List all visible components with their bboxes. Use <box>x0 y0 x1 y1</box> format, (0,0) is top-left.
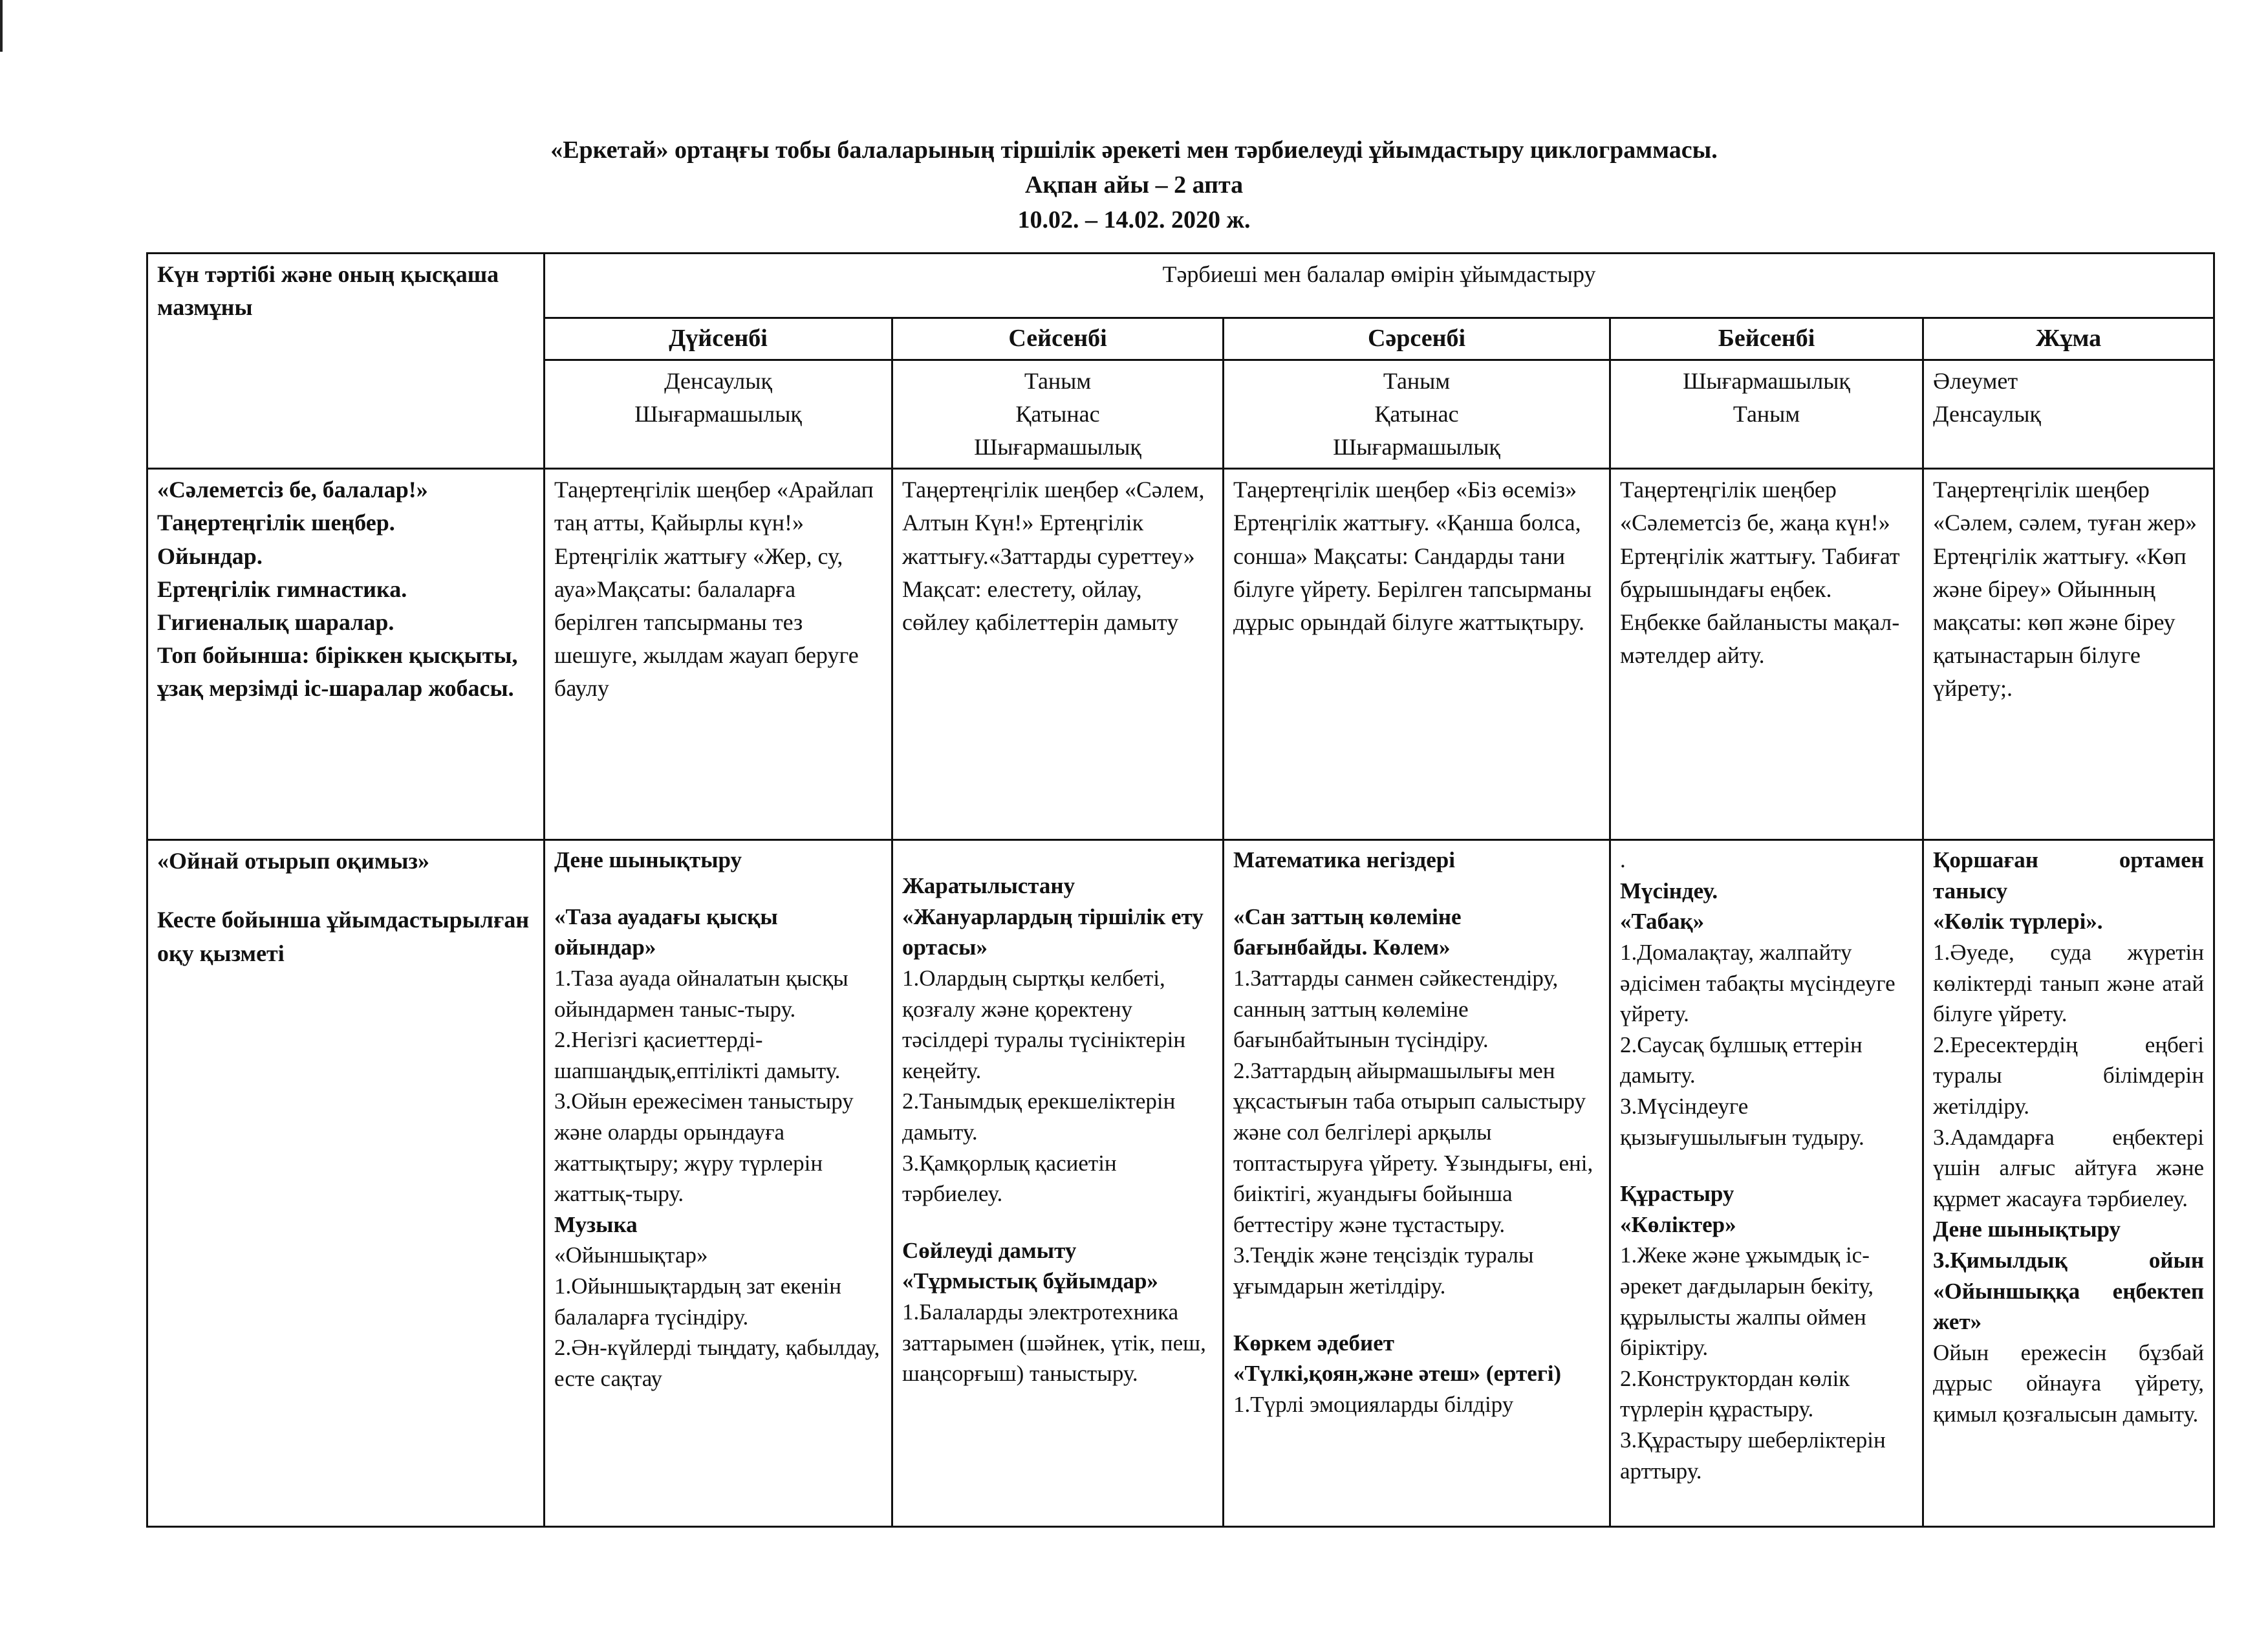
area-label: Шығармашылық <box>974 434 1141 460</box>
goal-item: 1.Ойыншықтардың зат екенін балаларға түсіндіру. <box>554 1273 841 1330</box>
goal-item: 2.Саусақ бұлшық еттерін дамыту. <box>1620 1032 1863 1088</box>
areas-thursday <box>1610 360 1923 468</box>
schedule-header-cell <box>147 254 545 469</box>
goal-item: 3.Мүсіндеуге қызығушылығын тудыру. <box>1620 1094 1864 1150</box>
stray-dot: . <box>1620 847 1626 873</box>
subject-title: Қоршаған ортамен танысу <box>1933 847 2205 904</box>
org-header-cell <box>545 254 2214 318</box>
areas-tuesday <box>892 360 1224 468</box>
area-label: Таным <box>1383 367 1451 394</box>
day-header-wednesday: Сәрсенбі <box>1224 318 1610 360</box>
goal-item: 3.Теңдік және теңсіздік туралы ұғымдарын жетілдіру. <box>1233 1242 1534 1299</box>
area-label: Денсаулық <box>1933 401 2041 428</box>
subject-title: Көркем әдебиет <box>1233 1330 1394 1356</box>
schedule-row2-sub: Кесте бойынша ұйымдастырылған оқу қызметі <box>157 907 530 966</box>
scan-edge-mark <box>0 0 3 52</box>
areas-friday <box>1923 360 2214 468</box>
goal-item: 2.Танымдық ерекшеліктерін дамыту. <box>902 1088 1176 1145</box>
document-title: «Еркетай» ортаңғы тобы балаларының тіршілік әрекеті мен тәрбиелеуді ұйымдастыру циклограммасы. <box>550 136 1718 164</box>
goal-item: 2.Конструктордан көлік түрлерін құрастыру. <box>1620 1365 1850 1422</box>
row1-tuesday: Таңертеңгілік шеңбер «Сәлем, Алтын Күн!» Ертеңгілік жаттығу.«Заттарды суреттеу» Мақсат: елестету, ойлау, сөйлеу қабілеттерін дамыту <box>892 469 1224 840</box>
goal-item: 1.Жеке және ұжымдық іс-әрекет дағдыларын бекіту, құрылысты жалпы оймен біріктіру. <box>1620 1242 1874 1361</box>
schedule-header: Күн тәртібі және оның қысқаша мазмұны <box>157 261 499 321</box>
schedule-row2-title: «Ойнай отырып оқимыз» <box>157 848 429 874</box>
row1-wednesday: Таңертеңгілік шеңбер «Біз өсеміз» Ертеңгілік жаттығу. «Қанша болса, сонша» Мақсаты: Сандарды тани білуге үйрету. Берілген тапсырманы дұрыс орындай білуге жаттықтыру. <box>1224 469 1610 840</box>
schedule-line: Топ бойынша: біріккен қысқыты, ұзақ мерзімді іс-шаралар жобасы. <box>157 642 518 701</box>
goal-item: 1.Балаларды электротехника заттарымен (шәйнек, үтік, пеш, шаңсорғыш) таныстыру. <box>902 1299 1206 1387</box>
schedule-line: Таңертеңгілік шеңбер. <box>157 510 395 536</box>
goal-item: 2.Ересектердің еңбегі туралы білімдерін жетілдіру. <box>1933 1032 2205 1120</box>
goal-item: 3.Құрастыру шеберліктерін арттыру. <box>1620 1427 1886 1484</box>
subject-title: Дене шынықтыру <box>554 847 742 873</box>
goal-item: 1.Таза ауада ойналатын қысқы ойындармен таныс-тыру. <box>554 966 848 1022</box>
goal-item: 1.Заттарды санмен сәйкестендіру, санның заттың көлеміне бағынбайтынын түсіндіру. <box>1233 966 1559 1053</box>
goal-item: 3.Ойын ережесімен таныстыру және оларды орындауға жаттықтыру; жүру түрлерін жаттық-тыру. <box>554 1088 854 1207</box>
topic-title: «Тұрмыстық бұйымдар» <box>902 1268 1158 1294</box>
area-label: Шығармашылық <box>1683 367 1850 394</box>
goal-item: 2.Заттардың айырмашылығы мен ұқсастығын таба отырып салыстыру және сол белгілері арқылы топтастыруға үйрету. Ұзындығы, ені, биіктігі, жуандығы бойынша беттестіру және тұстастыру. <box>1233 1057 1593 1237</box>
subject-title: Музыка <box>554 1211 638 1237</box>
topic-title: «Көлік түрлері». <box>1933 909 2103 935</box>
goal-item: 1.Әуеде, суда жүретін көліктерді танып және атай білуге үйрету. <box>1933 940 2205 1027</box>
row1-schedule <box>147 469 545 840</box>
area-label: Қатынас <box>1015 401 1100 428</box>
day-header-friday: Жұма <box>1923 318 2214 360</box>
schedule-line: «Сәлеметсіз бе, балалар!» <box>157 477 428 503</box>
goal-item: 2.Негізгі қасиеттерді-шапшаңдық,ептілікті дамыту. <box>554 1027 841 1083</box>
schedule-line: Ертеңгілік гимнастика. <box>157 576 407 602</box>
goal-item: Ойын ережесін бұзбай дұрыс ойнауға үйрету, қимыл қозғалысын дамыту. <box>1933 1339 2205 1427</box>
topic-title: 3.Қимылдық ойын «Ойыншыққа еңбектеп жет» <box>1933 1248 2205 1335</box>
org-header: Тәрбиеші мен балалар өмірін ұйымдастыру <box>1162 261 1596 287</box>
topic-title: «Ойыншықтар» <box>554 1242 708 1268</box>
row1-monday: Таңертеңгілік шеңбер «Арайлап таң атты, Қайырлы күн!» Ертеңгілік жаттығу «Жер, су, ауа»Мақсаты: балаларға берілген тапсырманы тез шешуге, жылдам жауап беруге баулу <box>545 469 892 840</box>
row2-thursday <box>1610 840 1923 1527</box>
goal-item: 3.Қамқорлық қасиетін тәрбиелеу. <box>902 1150 1117 1207</box>
cyclogram-table <box>146 252 2213 1528</box>
row2-tuesday <box>892 840 1224 1527</box>
document-subtitle-month: Ақпан айы – 2 апта <box>1024 171 1244 199</box>
topic-title: «Көліктер» <box>1620 1211 1736 1237</box>
subject-title: Дене шынықтыру <box>1933 1217 2121 1242</box>
topic-title: «Табақ» <box>1620 909 1705 935</box>
day-header-thursday: Бейсенбі <box>1610 318 1923 360</box>
area-label: Шығармашылық <box>634 401 802 428</box>
area-label: Таным <box>1733 401 1800 428</box>
document-subtitle-dates: 10.02. – 14.02. 2020 ж. <box>1017 206 1251 233</box>
row2-friday <box>1923 840 2214 1527</box>
goal-item: 3.Адамдарға еңбектері үшін алғыс айтуға және құрмет жасауға тәрбиелеу. <box>1933 1124 2205 1211</box>
row1-thursday: Таңертеңгілік шеңбер «Сәлеметсіз бе, жаңа күн!» Ертеңгілік жаттығу. Табиғат бұрышындағы еңбек. Еңбекке байланысты мақал-мәтелдер айту. <box>1610 469 1923 840</box>
subject-title: Сөйлеуді дамыту <box>902 1237 1077 1263</box>
area-label: Денсаулық <box>664 367 772 394</box>
goal-item: 1.Олардың сыртқы келбеті, қозғалу және қоректену тәсілдері туралы түсініктерін кеңейту. <box>902 966 1186 1083</box>
day-header-monday: Дүйсенбі <box>545 318 892 360</box>
area-label: Әлеумет <box>1933 367 2018 394</box>
day-header-tuesday: Сейсенбі <box>892 318 1224 360</box>
subject-title: Жаратылыстану <box>902 873 1075 899</box>
row2-wednesday <box>1224 840 1610 1527</box>
goal-item: 1.Түрлі эмоцияларды білдіру <box>1233 1391 1514 1417</box>
areas-monday <box>545 360 892 468</box>
schedule-line: Ойындар. <box>157 543 263 569</box>
row2-schedule <box>147 840 545 1527</box>
schedule-line: Гигиеналық шаралар. <box>157 609 394 635</box>
area-label: Қатынас <box>1374 401 1459 428</box>
row1-friday: Таңертеңгілік шеңбер «Сәлем, сәлем, туған жер» Ертеңгілік жаттығу. «Көп және біреу» Ойынның мақсаты: көп және біреу қатынастарын білуге үйрету;. <box>1923 469 2214 840</box>
row2-monday <box>545 840 892 1527</box>
area-label: Таным <box>1024 367 1092 394</box>
area-label: Шығармашылық <box>1333 434 1500 460</box>
goal-item: 2.Ән-күйлерді тыңдату, қабылдау, есте сақтау <box>554 1335 880 1391</box>
topic-title: «Жануарлардың тіршілік ету ортасы» <box>902 904 1204 960</box>
subject-title: Құрастыру <box>1620 1181 1734 1207</box>
topic-title: «Таза ауадағы қысқы ойындар» <box>554 904 778 960</box>
subject-title: Мүсіндеу. <box>1620 878 1718 904</box>
subject-title: Математика негіздері <box>1233 847 1455 873</box>
goal-item: 1.Домалақтау, жалпайту әдісімен табақты мүсіндеуге үйрету. <box>1620 940 1895 1027</box>
topic-title: «Түлкі,қоян,және әтеш» (ертегі) <box>1233 1361 1562 1387</box>
areas-wednesday <box>1224 360 1610 468</box>
topic-title: «Сан заттың көлеміне бағынбайды. Көлем» <box>1233 904 1462 960</box>
